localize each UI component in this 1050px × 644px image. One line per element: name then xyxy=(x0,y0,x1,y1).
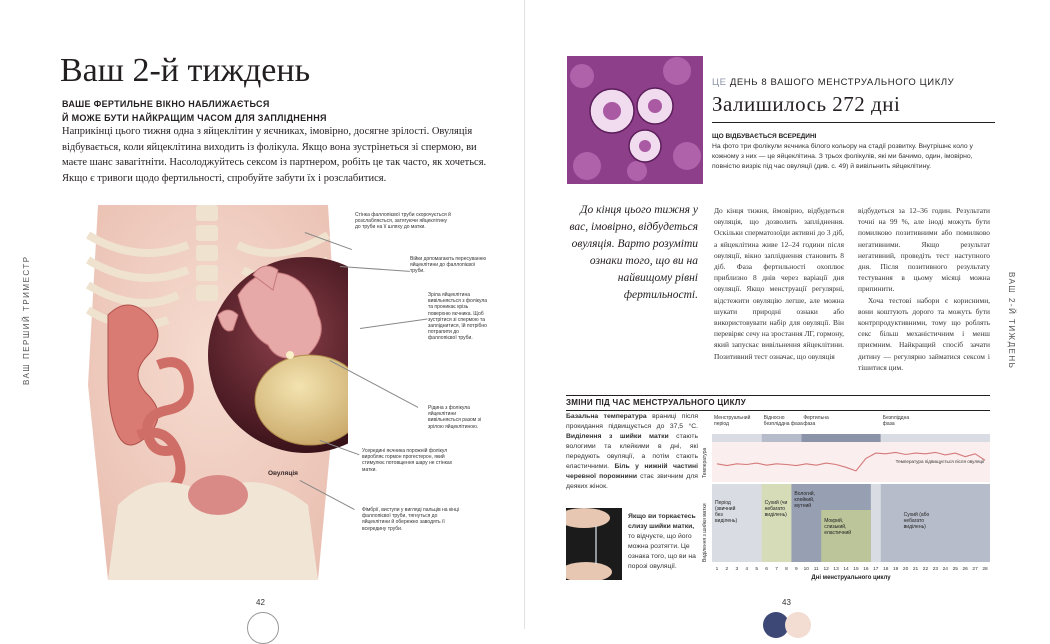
x-tick-label: 4 xyxy=(745,567,749,572)
pull-quote: До кінця цього тижня у вас, імовірно, відбудеться овуляція. Варто розуміти ознаки того, що ви на найвищому рівні фертильності. xyxy=(569,204,698,301)
x-tick-label: 1 xyxy=(715,567,719,572)
x-tick-label: 2 xyxy=(725,567,729,572)
x-tick-label: 9 xyxy=(795,567,798,572)
rule xyxy=(712,122,995,123)
text-column-2 xyxy=(858,205,990,373)
text-column-2-para-2: Хоча тестові набори є корисними, вони коштують дорого та можуть бути контрпродуктивними, тому що роблять секс більш механістичним і менш приємним. Найкращий спосіб зачати дитину — регулярно займатися сексом і тішитися цим. xyxy=(858,295,990,372)
mucus-rest: то відчуєте, що його можна розтягти. Це ознака того, що ви на порозі овуляції. xyxy=(628,533,696,570)
x-tick-label: 10 xyxy=(803,567,809,572)
mucus-label: Сухий (або xyxy=(903,512,930,518)
page-gutter xyxy=(524,0,525,629)
mucus-label: Період xyxy=(715,500,731,506)
phase-label: період xyxy=(714,421,729,427)
x-tick-label: 5 xyxy=(755,567,759,572)
changes-text-2: стають вологими та клейкими в дні, які передують овуляції, а потім стають еластичними. xyxy=(566,433,698,470)
changes-text-1: враниці після прокидання підвищується до 37,5 °С. xyxy=(566,413,698,430)
mucus-band-late xyxy=(881,484,990,562)
x-tick-label: 18 xyxy=(883,567,889,572)
subtitle-line-1: ВАШЕ ФЕРТИЛЬНЕ ВІКНО НАБЛИЖАЄТЬСЯ xyxy=(62,99,270,109)
phase-band xyxy=(881,434,990,442)
spine xyxy=(196,205,218,301)
x-tick-label: 12 xyxy=(823,567,829,572)
x-tick-label: 8 xyxy=(785,567,788,572)
phase-label: фаза xyxy=(803,421,816,427)
x-tick-label: 20 xyxy=(902,567,909,572)
page-title: Ваш 2-й тиждень xyxy=(60,52,311,89)
x-tick-label: 3 xyxy=(735,567,739,572)
callout-fimbriae: Фімбрії, виступи у вигляді пальців на кінці фаллопієвої труби, тягнуться до яйцеклітини й обережно заводять її всередину труби. xyxy=(362,507,459,532)
follicle-micrograph xyxy=(567,56,703,184)
x-axis-label: Дні менструального циклу xyxy=(811,575,891,581)
page-tab-circle-light xyxy=(785,612,811,638)
x-tick-label: 23 xyxy=(932,567,939,572)
mucus-label: клейкий, xyxy=(794,497,815,503)
x-tick-label: 21 xyxy=(912,567,919,572)
x-tick-label: 26 xyxy=(962,567,968,572)
x-tick-label: 6 xyxy=(765,567,768,572)
mucus-label: слизький, xyxy=(824,524,847,530)
x-tick-label: 27 xyxy=(972,567,978,572)
mucus-band-dry xyxy=(762,484,792,562)
changes-bold-3: Біль у нижній частині черевної порожнини xyxy=(566,463,699,480)
callout-fallopian-wall: Стінка фаллопієвої труби скорочується й розслабляється, затягуючи яйцеклітину до труби на її шляху до матки. xyxy=(355,212,451,231)
x-tick-label: 11 xyxy=(813,567,819,572)
temperature-annotation: Температура підвищується після овуляції xyxy=(895,459,985,464)
x-tick-label: 16 xyxy=(863,567,869,572)
inside-heading: ЩО ВІДБУВАЄТЬСЯ ВСЕРЕДИНІ xyxy=(712,133,817,140)
mucus-label: Мокрий, xyxy=(824,518,844,524)
callout-mature-egg: Зріла яйцеклітина вивільняється з фолікула та проникає крізь поверхню яєчника. Щоб зустрітися зі спермою та запліднитися, їй потрібно потрапити до фаллопієвої труби. xyxy=(428,292,488,342)
x-tick-label: 14 xyxy=(843,567,849,572)
phase-label: Безпліддна xyxy=(882,415,910,421)
mucus-label: виділень) xyxy=(715,518,738,524)
intro-paragraph: Наприкінці цього тижня одна з яйцеклітин у яєчниках, імовірно, досягне зрілості. Овуляція відбувається, коли яйцеклітина виходить із фолікула. Якщо вона зустрінеться зі спермою, ви маєте шанс завагітніти. Насолоджуйтесь сексом із партнером, робіть це так часто, як хочеться. Якщо є тривоги щодо фертильності, спробуйте забути їх і розслабитися. xyxy=(62,126,487,184)
section-rule xyxy=(566,410,990,411)
subtitle-line-2: Й МОЖЕ БУТИ НАЙКРАЩИМ ЧАСОМ ДЛЯ ЗАПЛІДНЕННЯ xyxy=(62,113,327,123)
text-column-1: До кінця тижня, ймовірно, відбудеться овуляція, що дозволить запліднення. Оскільки сперматозоїди активні до 3 діб, а яйцеклітина живе 12–24 години після овуляції, вікно запліднення становить 8 діб. Фаза фертильності охоплює приблизно 8 днів через варіації дня овуляції. Якщо менструації регулярні, відстежити овуляцію легше, але можна шукати природні ознаки або використовувати набір для овуляції. Він перевіряє сечу на зростання ЛГ, гормону, який запускає вивільнення яйцеклітини. Позитивний тест означає, що овуляція xyxy=(714,206,844,361)
x-tick-label: 17 xyxy=(873,567,879,572)
cycle-chart xyxy=(700,412,992,584)
phase-band xyxy=(801,434,880,442)
phase-label: Фертильна xyxy=(803,415,829,421)
page-tab-circle xyxy=(247,612,279,644)
mucus-bold: Якщо ви торкаєтесь слизу шийки матки, xyxy=(628,513,696,530)
mucus-label: еластичний xyxy=(824,530,852,536)
mucus-ylabel: Виділення з шийки матки xyxy=(702,503,708,562)
phase-label: безпліддна фаза xyxy=(763,421,803,427)
x-tick-label: 22 xyxy=(922,567,929,572)
mucus-text xyxy=(628,512,698,572)
callout-follicle-fluid: Рідина з фолікула яйцеклітини вивільняється разом зі зрілою яйцеклітиною. xyxy=(428,405,482,430)
chart-layer xyxy=(701,414,990,581)
x-tick-label: 25 xyxy=(952,567,958,572)
mucus-label: небагато xyxy=(764,506,786,512)
mucus-photo xyxy=(566,508,622,580)
anatomy-illustration xyxy=(78,205,348,580)
egg-cell xyxy=(286,351,294,359)
days-left-heading: Залишилось 272 дні xyxy=(712,92,901,116)
x-tick-label: 13 xyxy=(833,567,839,572)
temperature-ylabel: Температура xyxy=(702,447,708,478)
phase-label: Менструальний xyxy=(714,415,751,421)
changes-heading: ЗМІНИ ПІД ЧАС МЕНСТРУАЛЬНОГО ЦИКЛУ xyxy=(566,398,746,407)
day-kicker xyxy=(712,77,954,88)
x-tick-label: 28 xyxy=(982,567,988,572)
page-subtitle xyxy=(62,97,327,125)
mucus-label: небагато xyxy=(903,518,925,524)
leader-line xyxy=(340,266,410,272)
x-tick-label: 24 xyxy=(942,567,948,572)
kicker-prefix: ЦЕ xyxy=(712,77,727,88)
page-number-left: 42 xyxy=(256,598,265,607)
inside-text: На фото три фолікули яєчника білого кольору на стадії розвитку. Внутрішнє коло у кожному з них — це яйцеклітина. З трьох фолікулів, які ми бачимо, один, імовірно, повністю визріє під час овуляції (див. с. 49) й вивільнить яйцеклітину. xyxy=(712,143,973,170)
phase-band xyxy=(712,434,762,442)
mucus-label: виділень) xyxy=(903,524,926,530)
changes-bold-1: Базальна температура xyxy=(566,413,647,420)
left-vertical-label: ВАШ ПЕРШИЙ ТРИМЕСТР xyxy=(22,255,31,385)
mucus-label: Сухий (чи xyxy=(764,500,788,506)
section-rule xyxy=(566,395,990,396)
mucus-label: виділень) xyxy=(764,512,787,518)
x-tick-label: 15 xyxy=(853,567,859,572)
mucus-label: (звичний xyxy=(715,506,736,512)
uterus xyxy=(188,475,248,515)
mucus-label: Вологий, xyxy=(794,491,815,497)
leader-line xyxy=(360,319,427,329)
text-column-2-para-1: відбудеться за 12–36 годин. Результати точні на 99 %, але іноді можуть бути помилково позитивними або помилково негативними. Якщо результат негативний, проведіть тест наступного дня. Після позитивного результату тестування в цьому місяці можна припинити. xyxy=(858,206,990,294)
changes-text-3: стає звичним для деяких жінок. xyxy=(566,473,698,490)
right-vertical-label: ВАШ 2-Й ТИЖДЕНЬ xyxy=(1007,272,1016,370)
callout-progesterone: Усередині яєчника порожній фолікул виробляє гормон прогестерон, який стимулює потовщення шару не стінках матки. xyxy=(362,448,453,473)
mucus-label: без xyxy=(715,512,723,518)
kicker-main: ДЕНЬ 8 ВАШОГО МЕНСТРУАЛЬНОГО ЦИКЛУ xyxy=(729,77,955,88)
x-tick-label: 19 xyxy=(893,567,899,572)
changes-bold-2: Виділення з шийки матки xyxy=(566,433,669,440)
phase-band xyxy=(762,434,802,442)
phase-label: фаза xyxy=(882,421,895,427)
changes-text xyxy=(566,412,698,492)
ovulation-label: Овуляція xyxy=(268,470,298,477)
phase-label: Відносно xyxy=(763,415,785,421)
x-tick-label: 7 xyxy=(775,567,778,572)
mucus-label: мутний xyxy=(794,503,812,509)
page-number-right: 43 xyxy=(782,598,791,607)
callout-cilia: Війки допомагають пересуванню яйцеклітини до фаллопієвої труби. xyxy=(410,256,487,275)
